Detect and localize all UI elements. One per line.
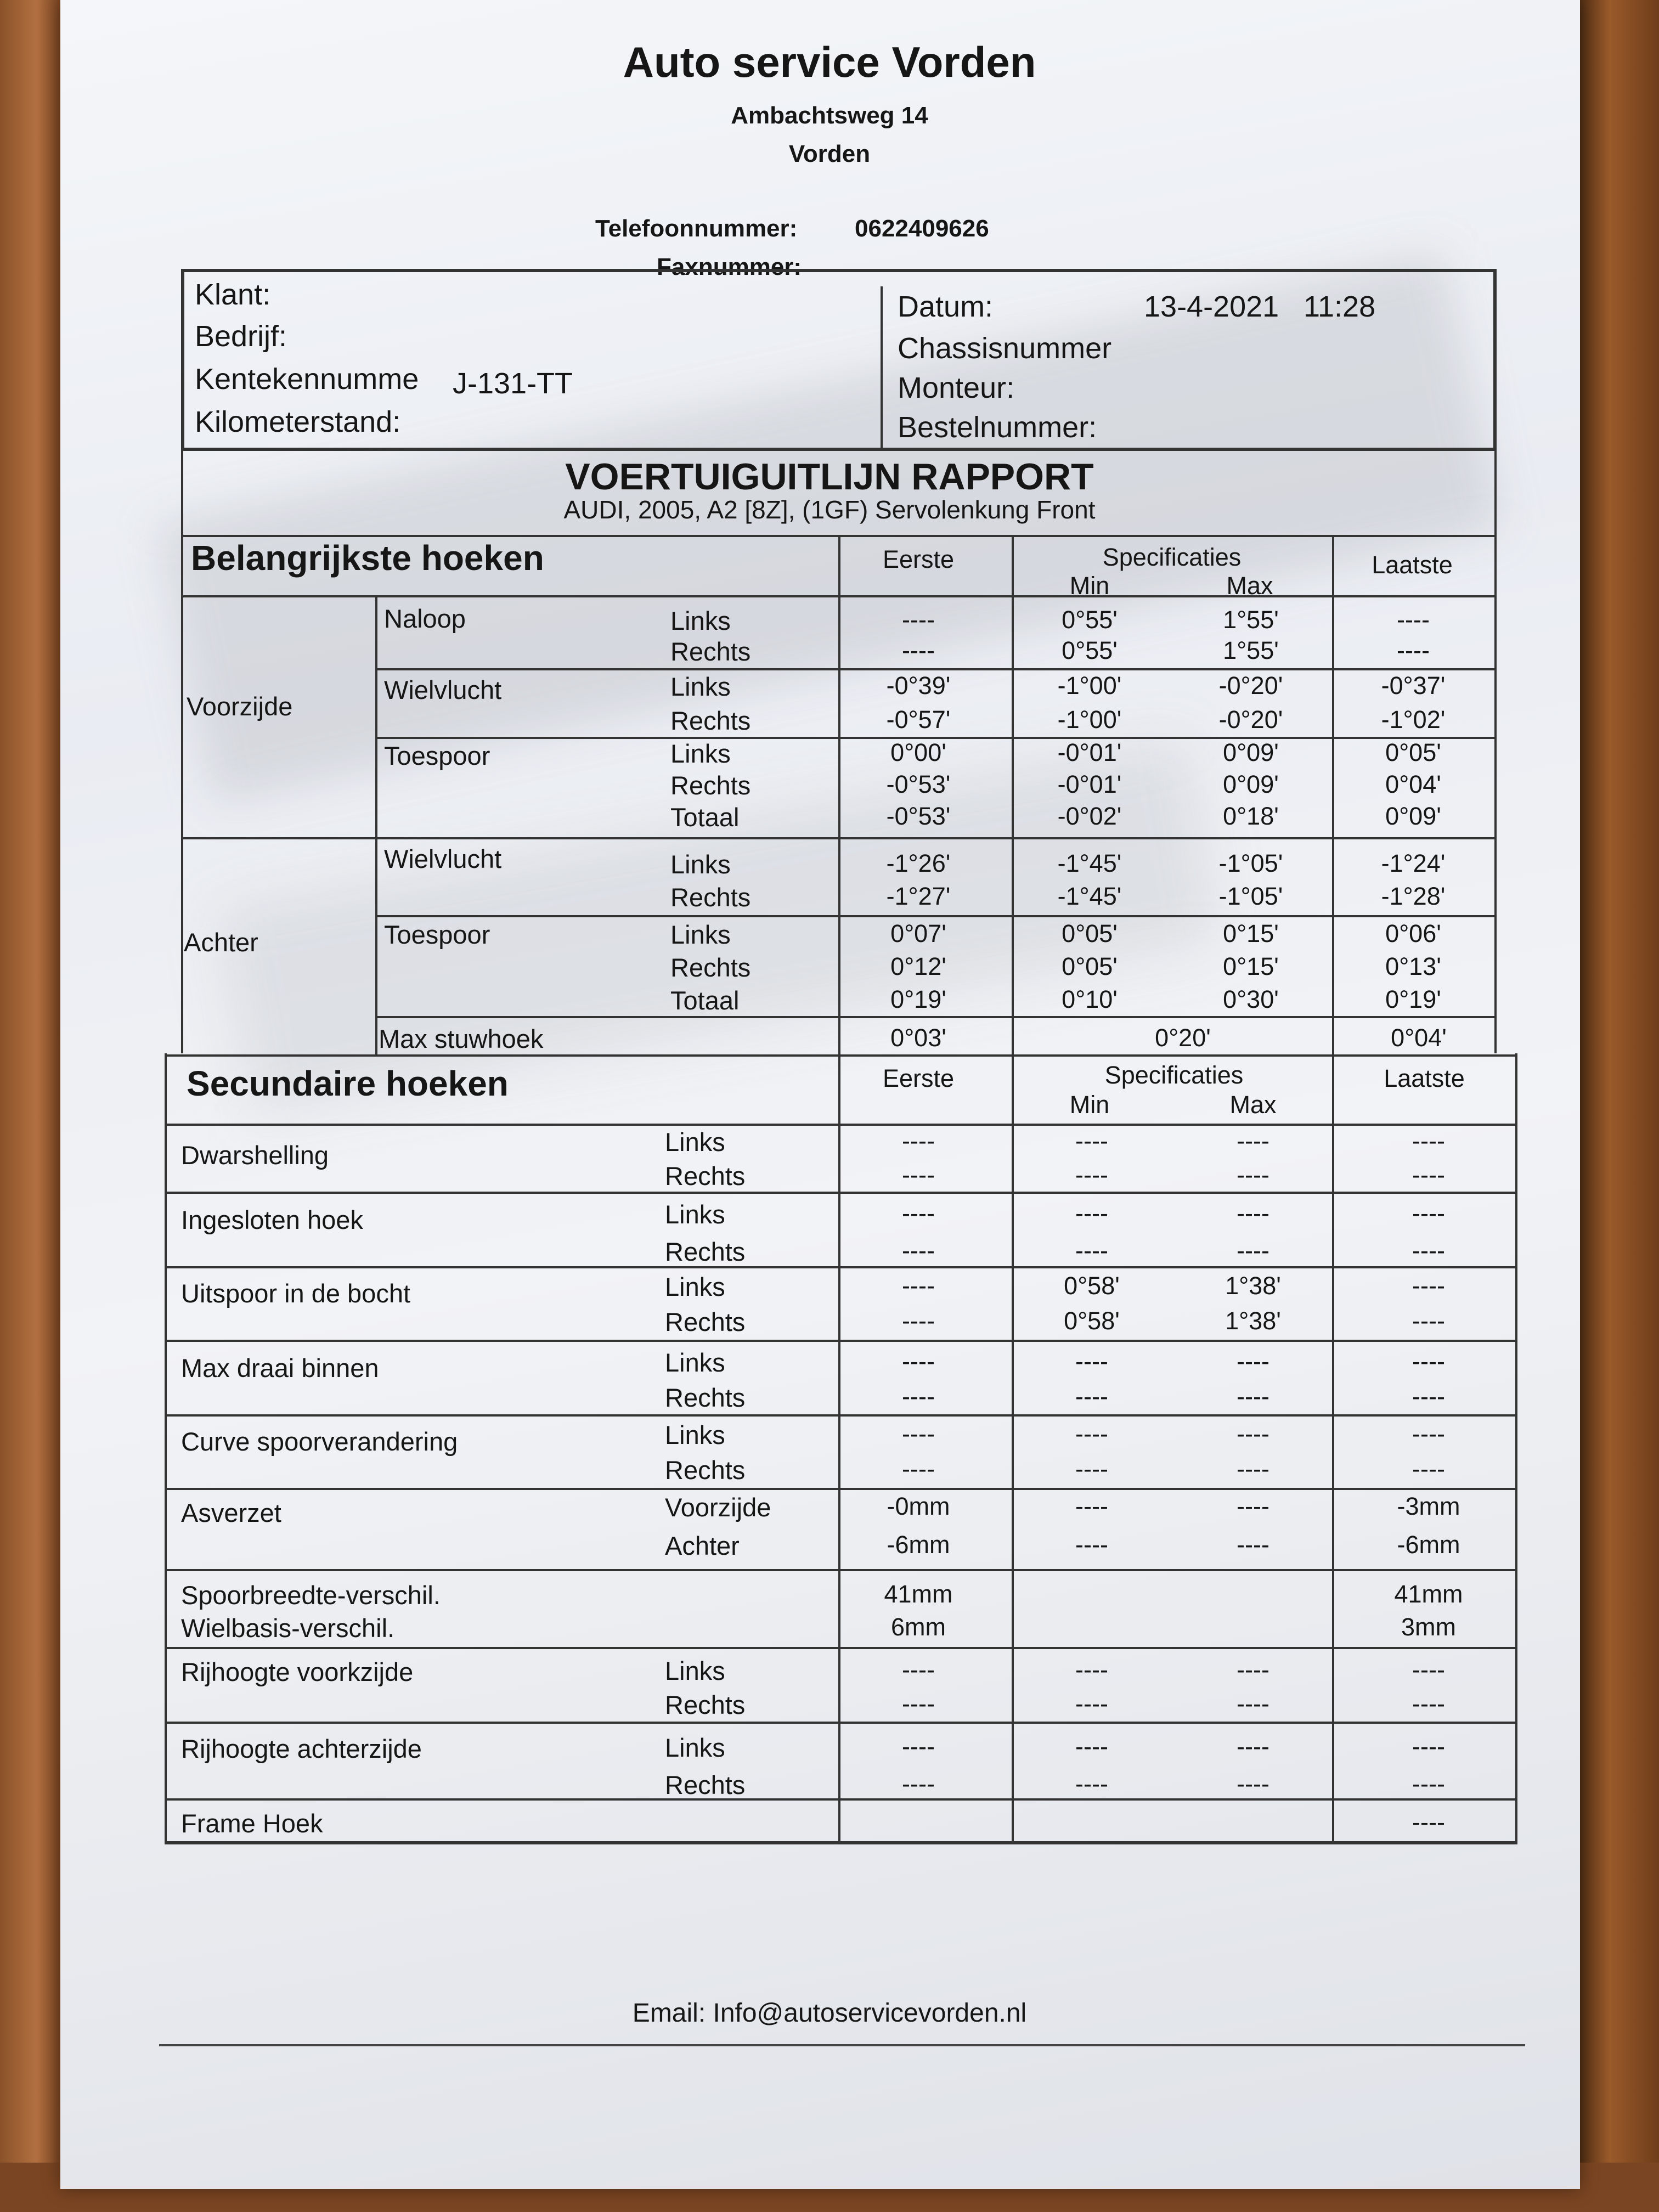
row-side: Rechts [665,1770,746,1799]
cell-laatste: ---- [1412,1383,1445,1410]
row-name: Spoorbreedte-verschil. [181,1581,441,1610]
row-side: Rechts [670,771,751,800]
cell-eerste: ---- [902,1347,935,1375]
cell-max: -1°05' [1218,882,1283,910]
wood-table-right [1577,0,1659,2212]
cell-min: ---- [1075,1383,1108,1410]
datum-value: 13-4-2021 [1144,290,1279,323]
footer-line [159,2044,1525,2046]
row-name: Dwarshelling [181,1141,329,1170]
row-line [165,1340,1517,1342]
cell-min: ---- [1075,1347,1108,1375]
cell-min: -0°01' [1057,738,1122,766]
chassisnummer-label: Chassisnummer [898,332,1112,365]
cell-max: 0°30' [1223,985,1279,1013]
cell-max: 1°55' [1223,606,1279,634]
cell-max: 1°55' [1223,636,1279,664]
cell-laatste: ---- [1412,1237,1445,1265]
cell-laatste: -0°37' [1381,672,1446,699]
company-city: Vorden [788,140,871,167]
phone-number: 0622409626 [855,215,989,242]
cell-eerste: ---- [902,1237,935,1265]
cell-eerste: -1°26' [886,849,951,877]
table-border-bottom [165,1841,1517,1844]
cell-min: ---- [1075,1237,1108,1265]
cell-max: ---- [1237,1690,1269,1718]
col-header-specificaties: Specificaties [1102,543,1242,571]
col-sep-group [375,595,377,1056]
row-line [375,668,1497,670]
cell-laatste: -1°24' [1381,849,1446,877]
cell-eerste: -6mm [887,1531,950,1559]
row-side: Rechts [670,953,751,982]
cell-eerste: ---- [902,1199,935,1227]
row-side: Links [665,1348,725,1377]
cell-min: -0°01' [1057,770,1122,798]
cell-eerste: 0°19' [890,985,946,1013]
kilometerstand-label: Kilometerstand: [195,405,401,438]
company-name: Auto service Vorden [623,38,1036,86]
row-side: Rechts [665,1307,746,1336]
cell-eerste: ---- [902,1420,935,1448]
divider [881,286,883,451]
row-side: Rechts [665,1161,746,1190]
cell-min: -1°00' [1057,672,1122,699]
row-side: Totaal [670,803,740,832]
row-name: Max draai binnen [181,1353,379,1383]
cell-max: ---- [1237,1383,1269,1410]
row-line [165,1647,1517,1649]
row-line [165,1054,1517,1057]
cell-min: ---- [1075,1127,1108,1155]
cell-min: ---- [1075,1455,1108,1483]
cell-eerste: ---- [902,606,935,634]
cell-eerste: ---- [902,1383,935,1410]
group-achter: Achter [184,928,258,957]
cell-laatste: ---- [1412,1199,1445,1227]
cell-min: -1°45' [1057,882,1122,910]
cell-laatste: 0°19' [1385,985,1441,1013]
col-header-eerste: Eerste [882,545,955,573]
cell-max: 1°38' [1225,1272,1281,1300]
row-side: Rechts [665,1455,746,1485]
cell-laatste: ---- [1412,1127,1445,1155]
secondary-section-title: Secundaire hoeken [187,1064,509,1103]
cell-laatste: 0°13' [1385,952,1441,980]
cell-eerste: ---- [902,1733,935,1760]
row-side: Totaal [670,986,740,1015]
cell-laatste: 41mm [1394,1580,1463,1608]
bestelnummer-label: Bestelnummer: [898,411,1097,444]
wood-table-left [0,0,60,2212]
fax-label: Faxnummer: [657,253,802,280]
cell-min: ---- [1075,1420,1108,1448]
cell-max: ---- [1237,1347,1269,1375]
phone-label: Telefoonnummer: [595,215,798,242]
cell-max: -0°20' [1218,706,1283,733]
cell-eerste: ---- [902,1127,935,1155]
col-header-laatste: Laatste [1372,551,1453,579]
cell-laatste: ---- [1412,1307,1445,1335]
cell-min: 0°05' [1062,952,1118,980]
row-name: Toespoor [384,920,490,949]
cell-laatste: -1°28' [1381,882,1446,910]
col-header-max: Max [1226,572,1273,600]
row-line [375,915,1497,917]
cell-min: ---- [1075,1531,1108,1559]
row-name: Uitspoor in de bocht [181,1279,411,1308]
row-side: Links [665,1420,725,1449]
cell-laatste: ---- [1412,1420,1445,1448]
cell-max: 0°18' [1223,802,1279,830]
cell-eerste: -0mm [887,1492,950,1520]
cell-laatste: -1°02' [1381,706,1446,733]
stuwhoek-eerste: 0°03' [890,1024,946,1052]
cell-max: ---- [1237,1237,1269,1265]
cell-min: ---- [1075,1656,1108,1684]
cell-eerste: 0°07' [890,919,946,947]
cell-laatste: 0°04' [1385,770,1441,798]
cell-max: ---- [1237,1531,1269,1559]
cell-laatste: ---- [1412,1656,1445,1684]
cell-laatste: 3mm [1401,1613,1456,1641]
row-side: Links [670,920,731,949]
row-name: Rijhoogte achterzijde [181,1734,422,1763]
row-side: Links [670,672,731,701]
cell-laatste: 0°06' [1385,919,1441,947]
group-voorzijde: Voorzijde [187,692,293,721]
kenteken-label: Kentekennumme [195,363,419,396]
cell-laatste: ---- [1397,606,1430,634]
cell-max: ---- [1237,1420,1269,1448]
cell-min: ---- [1075,1492,1108,1520]
col-header-min-2: Min [1069,1091,1110,1119]
row-side: Links [665,1656,725,1685]
row-side: Rechts [665,1237,746,1266]
cell-eerste: ---- [902,1307,935,1335]
col-header-max-2: Max [1229,1091,1277,1119]
cell-laatste: ---- [1412,1770,1445,1798]
stuwhoek-name: Max stuwhoek [379,1024,544,1053]
row-side: Rechts [670,883,751,912]
cell-laatste: ---- [1397,636,1430,664]
row-side: Links [665,1733,725,1762]
cell-eerste: ---- [902,636,935,664]
cell-laatste: ---- [1412,1161,1445,1189]
row-name: Wielvlucht [384,844,502,873]
row-side: Rechts [665,1690,746,1719]
cell-min: -1°00' [1057,706,1122,733]
klant-label: Klant: [195,278,271,311]
cell-eerste: -1°27' [886,882,951,910]
col-header-specificaties-2: Specificaties [1104,1061,1244,1089]
cell-max: 0°15' [1223,919,1279,947]
cell-min: 0°58' [1064,1272,1120,1300]
row-side: Links [665,1272,725,1301]
row-line [165,1192,1517,1194]
cell-min: 0°58' [1064,1307,1120,1335]
cell-min: 0°05' [1062,919,1118,947]
row-line [165,1569,1517,1571]
row-line [181,837,1497,839]
table-border-left-lower [165,1053,167,1843]
report-title: VOERTUIGUITLIJN RAPPORT [565,456,1094,498]
cell-eerste: -0°53' [886,802,951,830]
cell-laatste: ---- [1412,1272,1445,1300]
cell-max: ---- [1237,1455,1269,1483]
row-name: Frame Hoek [181,1809,323,1838]
cell-max: ---- [1237,1199,1269,1227]
row-side: Rechts [665,1383,746,1412]
row-side: Links [665,1127,725,1156]
cell-laatste: 0°05' [1385,738,1441,766]
cell-min: -1°45' [1057,849,1122,877]
cell-max: ---- [1237,1492,1269,1520]
cell-eerste: 6mm [891,1613,946,1641]
stuwhoek-spec: 0°20' [1155,1024,1211,1052]
cell-eerste: -0°53' [886,770,951,798]
table-border-right [1494,450,1497,1053]
row-name: Ingesloten hoek [181,1205,363,1234]
stuwhoek-laatste: 0°04' [1391,1024,1447,1052]
cell-max: 0°09' [1223,738,1279,766]
row-side: Links [670,739,731,768]
cell-min: 0°10' [1062,985,1118,1013]
cell-laatste: -6mm [1397,1531,1460,1559]
cell-max: ---- [1237,1127,1269,1155]
cell-laatste: ---- [1412,1347,1445,1375]
row-side: Voorzijde [665,1493,771,1522]
cell-eerste: ---- [902,1272,935,1300]
company-street: Ambachtsweg 14 [731,102,928,129]
cell-eerste: -0°57' [886,706,951,733]
row-line [181,595,1497,597]
row-name: Wielbasis-verschil. [181,1613,395,1643]
cell-eerste: ---- [902,1161,935,1189]
row-line [375,1016,1497,1018]
datum-label: Datum: [898,290,994,323]
row-side: Rechts [670,637,751,666]
primary-section-title: Belangrijkste hoeken [191,538,544,578]
cell-max: ---- [1237,1656,1269,1684]
row-line [165,1414,1517,1417]
cell-eerste: -0°39' [886,672,951,699]
cell-eerste: 41mm [884,1580,953,1608]
cell-max: 0°15' [1223,952,1279,980]
tijd-value: 11:28 [1304,290,1376,323]
cell-eerste: ---- [902,1455,935,1483]
row-side: Rechts [670,706,751,735]
row-name: Naloop [384,604,466,633]
row-side: Links [670,606,731,635]
cell-eerste: 0°00' [890,738,946,766]
col-header-min: Min [1069,572,1110,600]
bedrijf-label: Bedrijf: [195,320,287,353]
cell-eerste: 0°12' [890,952,946,980]
row-line [165,1722,1517,1724]
row-line [181,535,1497,537]
cell-max: 1°38' [1225,1307,1281,1335]
cell-max: -0°20' [1218,672,1283,699]
row-side: Achter [665,1531,740,1560]
cell-max: -1°05' [1218,849,1283,877]
row-side: Links [670,850,731,879]
cell-min: ---- [1075,1161,1108,1189]
report-subtitle: AUDI, 2005, A2 [8Z], (1GF) Servolenkung Front [563,495,1096,524]
row-line [165,1488,1517,1490]
cell-eerste: ---- [902,1690,935,1718]
table-border-left [181,450,183,1053]
cell-min: ---- [1075,1770,1108,1798]
cell-laatste: -3mm [1397,1492,1460,1520]
col-header-eerste-2: Eerste [882,1064,955,1092]
table-border-right-lower [1515,1053,1517,1843]
cell-laatste: ---- [1412,1690,1445,1718]
cell-min: ---- [1075,1199,1108,1227]
cell-eerste: ---- [902,1770,935,1798]
kenteken-value: J-131-TT [453,367,573,400]
col-header-laatste-2: Laatste [1384,1064,1465,1092]
row-name: Rijhoogte voorkzijde [181,1657,414,1686]
cell-eerste: ---- [902,1656,935,1684]
cell-laatste: ---- [1412,1808,1445,1836]
cell-max: ---- [1237,1161,1269,1189]
row-name: Wielvlucht [384,675,502,704]
row-line [165,1266,1517,1268]
cell-max: ---- [1237,1770,1269,1798]
monteur-label: Monteur: [898,371,1015,404]
footer-email: Email: Info@autoservicevorden.nl [632,1999,1027,2028]
cell-laatste: ---- [1412,1733,1445,1760]
cell-min: ---- [1075,1733,1108,1760]
row-name: Toespoor [384,741,490,770]
cell-min: -0°02' [1057,802,1122,830]
cell-min: ---- [1075,1690,1108,1718]
row-name: Asverzet [181,1498,281,1527]
row-line [165,1124,1517,1126]
cell-laatste: ---- [1412,1455,1445,1483]
cell-min: 0°55' [1062,606,1118,634]
cell-min: 0°55' [1062,636,1118,664]
row-side: Links [665,1200,725,1229]
cell-max: 0°09' [1223,770,1279,798]
row-line [165,1798,1517,1801]
cell-laatste: 0°09' [1385,802,1441,830]
cell-max: ---- [1237,1733,1269,1760]
row-name: Curve spoorverandering [181,1427,458,1456]
